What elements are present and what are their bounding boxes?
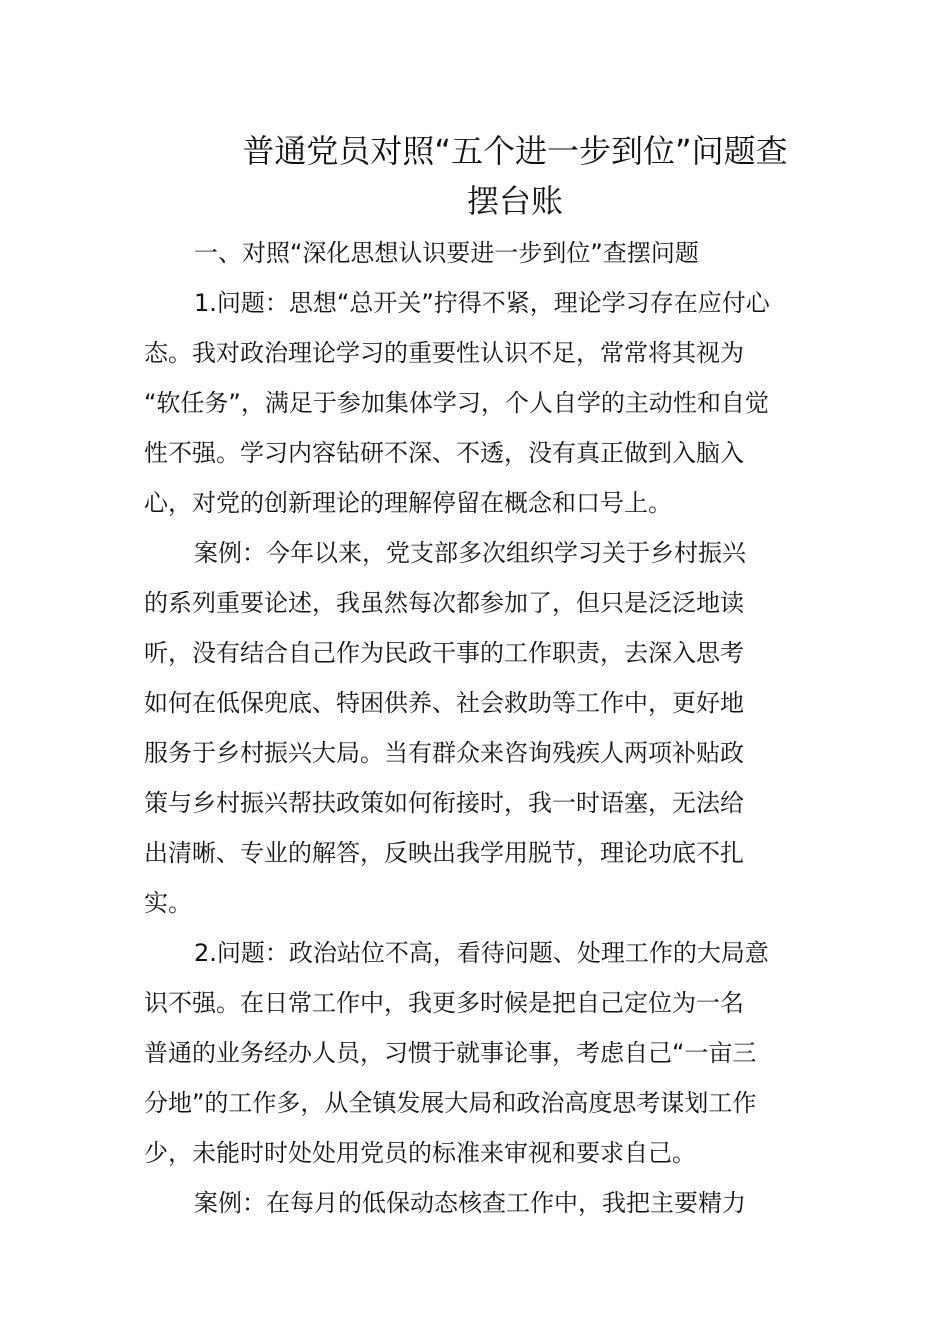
text-line: 策与乡村振兴帮扶政策如何衔接时，我一时语塞，无法给 (144, 789, 744, 817)
text-line: 1.问题：思想“总开关”拧得不紧，理论学习存在应付心 (194, 289, 770, 317)
text-line: 一、对照“深化思想认识要进一步到位”查摆问题 (194, 239, 699, 267)
text-line: 态。我对政治理论学习的重要性认识不足，常常将其视为 (144, 339, 744, 367)
section-heading (144, 228, 808, 278)
text-line: 少，未能时时处处用党员的标准来审视和要求自己。 (144, 1139, 696, 1167)
text-line: 服务于乡村振兴大局。当有群众来咨询残疾人两项补贴政 (144, 739, 744, 767)
text-line: 识不强。在日常工作中，我更多时候是把自己定位为一名 (144, 989, 744, 1017)
text-line: 普通的业务经办人员，习惯于就事论事，考虑自己“一亩三 (144, 1039, 757, 1067)
paragraph-problem-2 (144, 928, 808, 1178)
paragraph-case-2 (144, 1178, 808, 1228)
paragraph-case-1 (144, 528, 808, 928)
text-line: 心，对党的创新理论的理解停留在概念和口号上。 (144, 489, 672, 517)
text-line: 案例：今年以来，党支部多次组织学习关于乡村振兴 (194, 539, 746, 567)
text-line: “软任务”，满足于参加集体学习，个人自学的主动性和自觉 (144, 389, 769, 417)
text-line: 性不强。学习内容钻研不深、不透，没有真正做到入脑入 (144, 439, 744, 467)
text-line: 分地”的工作多，从全镇发展大局和政治高度思考谋划工作 (144, 1089, 757, 1117)
document-title (215, 126, 815, 226)
title-line: 普通党员对照“五个进一步到位”问题查 (242, 132, 788, 170)
title-line: 摆台账 (466, 182, 563, 220)
text-line: 如何在低保兜底、特困供养、社会救助等工作中，更好地 (144, 689, 744, 717)
text-line: 出清晰、专业的解答，反映出我学用脱节，理论功底不扎 (144, 839, 744, 867)
text-line: 案例：在每月的低保动态核查工作中，我把主要精力 (194, 1189, 746, 1217)
paragraph-problem-1 (144, 278, 808, 528)
text-line: 实。 (144, 889, 192, 917)
text-line: 听，没有结合自己作为民政干事的工作职责，去深入思考 (144, 639, 744, 667)
text-line: 的系列重要论述，我虽然每次都参加了，但只是泛泛地读 (144, 589, 744, 617)
document-body (144, 228, 808, 1228)
text-line: 2.问题：政治站位不高，看待问题、处理工作的大局意 (194, 939, 769, 967)
